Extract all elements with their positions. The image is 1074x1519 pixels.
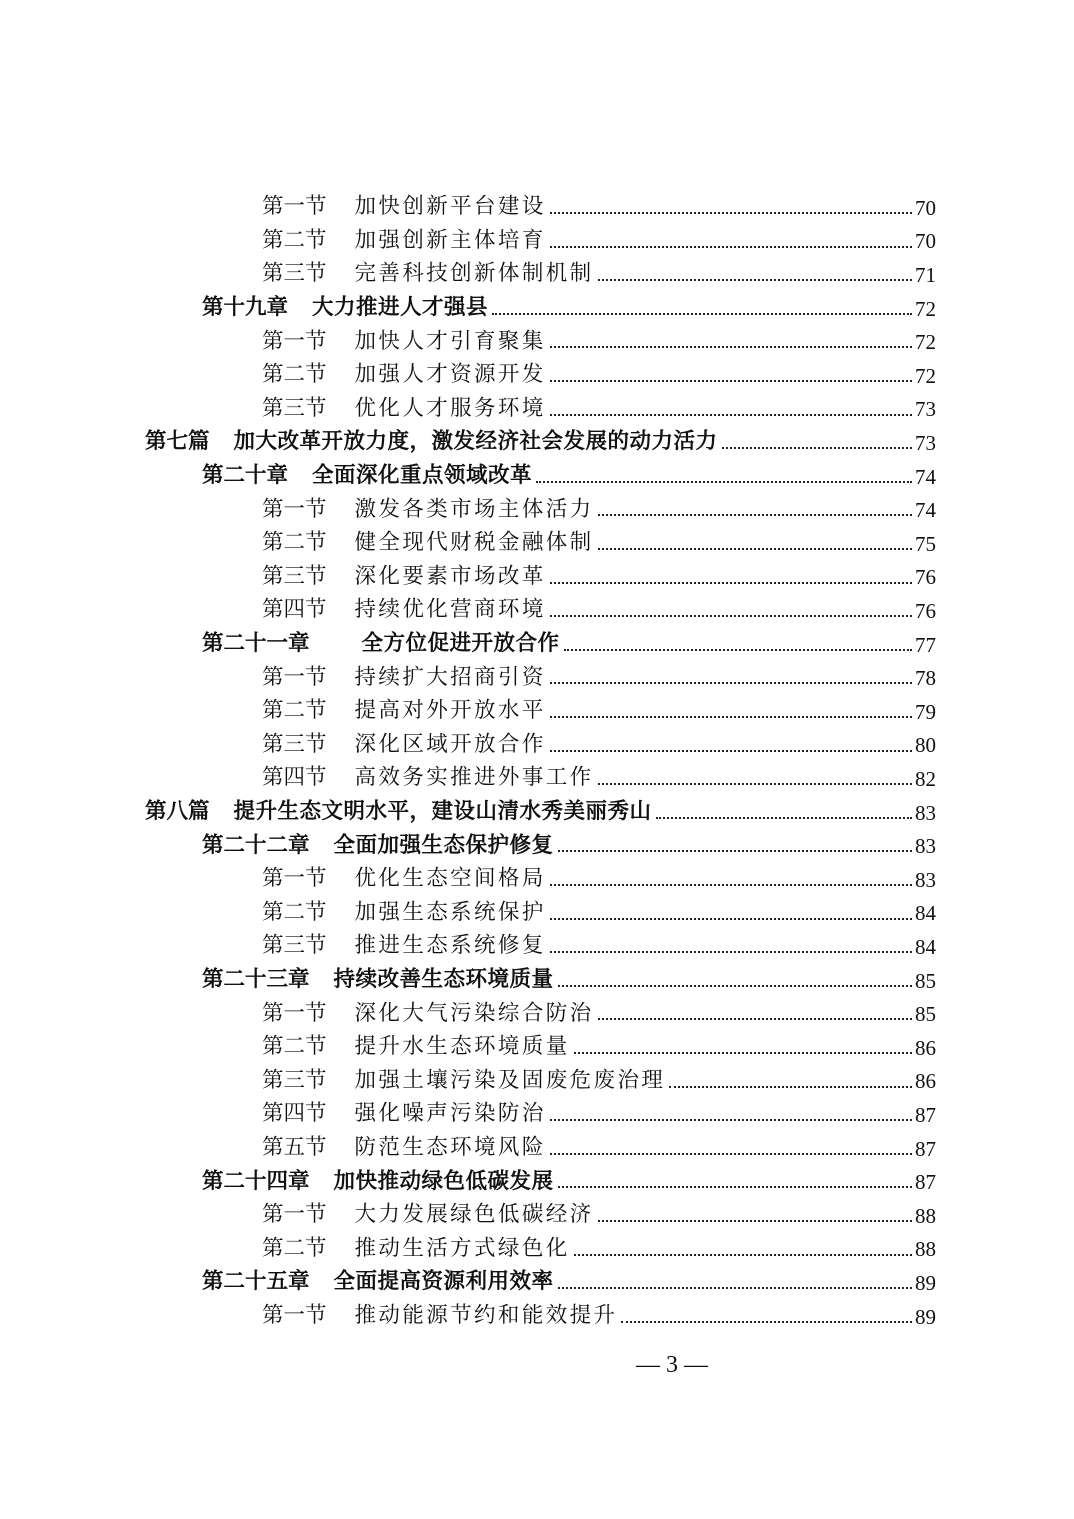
dot-leader <box>669 1086 912 1088</box>
toc-section-entry[interactable] <box>262 929 936 959</box>
toc-entry-number: 第三节 <box>262 933 327 959</box>
toc-chapter-entry[interactable] <box>202 1164 936 1194</box>
dot-leader <box>558 1186 912 1188</box>
toc-entry-title: 加强土壤污染及固废危废治理 <box>354 1067 666 1093</box>
toc-entry-number: 第三节 <box>262 731 327 757</box>
dot-leader <box>722 447 912 449</box>
toc-chapter-entry[interactable] <box>202 1265 936 1295</box>
toc-entry-title: 防范生态环境风险 <box>354 1135 546 1161</box>
page-number: — 3 — <box>636 1352 708 1378</box>
toc-entry-number: 第一节 <box>262 866 327 892</box>
toc-entry-page: 70 <box>915 195 936 220</box>
toc-entry-title: 持续改善生态环境质量 <box>333 967 554 993</box>
toc-chapter-entry[interactable] <box>202 459 936 489</box>
toc-section-entry[interactable] <box>262 761 936 791</box>
toc-section-entry[interactable] <box>262 1232 936 1262</box>
toc-entry-page: 82 <box>915 767 936 792</box>
dot-leader <box>550 380 912 382</box>
toc-entry-page: 78 <box>915 666 936 691</box>
toc-entry-number: 第四节 <box>262 765 327 791</box>
dot-leader <box>550 884 912 886</box>
toc-section-entry[interactable] <box>262 324 936 354</box>
toc-entry-title: 全面深化重点领域改革 <box>312 463 533 489</box>
toc-chapter-entry[interactable] <box>202 963 936 993</box>
dot-leader <box>550 1119 912 1121</box>
dot-leader <box>598 514 912 516</box>
toc-entry-title: 深化要素市场改革 <box>354 563 546 589</box>
toc-section-entry[interactable] <box>262 358 936 388</box>
dot-leader <box>574 1254 912 1256</box>
toc-entry-number: 第二节 <box>262 362 327 388</box>
toc-entry-title: 持续优化营商环境 <box>354 597 546 623</box>
toc-entry-page: 76 <box>915 565 936 590</box>
toc-entry-title: 持续扩大招商引资 <box>354 664 546 690</box>
dot-leader <box>598 783 912 785</box>
toc-section-entry[interactable] <box>262 593 936 623</box>
toc-entry-page: 86 <box>915 1069 936 1094</box>
toc-entry-page: 87 <box>915 1170 936 1195</box>
toc-entry-title: 加大改革开放力度，激发经济社会发展的动力活力 <box>233 429 718 455</box>
toc-entry-number: 第一节 <box>262 496 327 522</box>
toc-entry-page: 85 <box>915 968 936 993</box>
toc-entry-page: 73 <box>915 431 936 456</box>
toc-entry-page: 88 <box>915 1237 936 1262</box>
toc-chapter-entry[interactable] <box>202 291 936 321</box>
dot-leader <box>558 850 912 852</box>
toc-entry-title: 推动能源节约和能效提升 <box>354 1303 618 1329</box>
toc-section-entry[interactable] <box>262 728 936 758</box>
toc-section-entry[interactable] <box>262 257 936 287</box>
toc-entry-page: 84 <box>915 935 936 960</box>
toc-entry-number: 第二节 <box>262 530 327 556</box>
toc-entry-page: 72 <box>915 296 936 321</box>
dot-leader <box>550 1153 912 1155</box>
toc-entry-title: 加快推动绿色低碳发展 <box>333 1168 554 1194</box>
toc-entry-number: 第二节 <box>262 1034 327 1060</box>
dot-leader <box>550 951 912 953</box>
toc-entry-title: 深化区域开放合作 <box>354 731 546 757</box>
toc-part-entry[interactable] <box>145 795 936 825</box>
toc-entry-number: 第二十四章 <box>202 1168 310 1194</box>
dot-leader <box>621 1321 912 1323</box>
dot-leader <box>598 1220 912 1222</box>
toc-entry-number: 第二节 <box>262 227 327 253</box>
toc-entry-title: 推进生态系统修复 <box>354 933 546 959</box>
toc-entry-number: 第一节 <box>262 194 327 220</box>
toc-entry-title: 加快人才引育聚集 <box>354 328 546 354</box>
toc-entry-title: 大力推进人才强县 <box>312 295 489 321</box>
toc-chapter-entry[interactable] <box>202 828 936 858</box>
dot-leader <box>550 750 912 752</box>
toc-part-entry[interactable] <box>145 425 936 455</box>
dot-leader <box>550 212 912 214</box>
toc-section-entry[interactable] <box>262 526 936 556</box>
dot-leader <box>558 985 912 987</box>
toc-entry-number: 第四节 <box>262 1101 327 1127</box>
toc-entry-page: 72 <box>915 363 936 388</box>
toc-entry-page: 83 <box>915 867 936 892</box>
toc-entry-page: 75 <box>915 531 936 556</box>
toc-entry-number: 第三节 <box>262 563 327 589</box>
toc-section-entry[interactable] <box>262 896 936 926</box>
toc-entry-number: 第一节 <box>262 664 327 690</box>
toc-entry-title: 加强创新主体培育 <box>354 227 546 253</box>
toc-section-entry[interactable] <box>262 1131 936 1161</box>
toc-entry-title: 完善科技创新体制机制 <box>354 261 594 287</box>
toc-entry-title: 加强生态系统保护 <box>354 899 546 925</box>
toc-entry-number: 第三节 <box>262 261 327 287</box>
toc-entry-page: 73 <box>915 397 936 422</box>
dot-leader <box>564 649 912 651</box>
toc-section-entry[interactable] <box>262 1299 936 1329</box>
toc-entry-number: 第二节 <box>262 1235 327 1261</box>
toc-entry-title: 强化噪声污染防治 <box>354 1101 546 1127</box>
toc-entry-page: 89 <box>915 1304 936 1329</box>
toc-entry-number: 第二十五章 <box>202 1269 310 1295</box>
dot-leader <box>550 716 912 718</box>
toc-entry-title: 加强人才资源开发 <box>354 362 546 388</box>
toc-entry-title: 提升水生态环境质量 <box>354 1034 570 1060</box>
toc-section-entry[interactable] <box>262 190 936 220</box>
dot-leader <box>550 582 912 584</box>
dot-leader <box>550 615 912 617</box>
toc-entry-number: 第八篇 <box>145 799 210 825</box>
toc-section-entry[interactable] <box>262 862 936 892</box>
toc-section-entry[interactable] <box>262 224 936 254</box>
toc-entry-title: 加快创新平台建设 <box>354 194 546 220</box>
toc-entry-number: 第二十一章 <box>202 631 310 657</box>
toc-entry-title: 全面提高资源利用效率 <box>333 1269 554 1295</box>
toc-entry-page: 74 <box>915 464 936 489</box>
toc-entry-page: 80 <box>915 733 936 758</box>
toc-section-entry[interactable] <box>262 392 936 422</box>
toc-entry-page: 86 <box>915 1035 936 1060</box>
toc-entry-number: 第三节 <box>262 395 327 421</box>
toc-chapter-entry[interactable] <box>202 627 936 657</box>
toc-entry-page: 84 <box>915 901 936 926</box>
dot-leader <box>598 548 912 550</box>
toc-section-entry[interactable] <box>262 492 936 522</box>
toc-entry-number: 第一节 <box>262 1303 327 1329</box>
toc-entry-title: 高效务实推进外事工作 <box>354 765 594 791</box>
dot-leader <box>550 246 912 248</box>
toc-entry-page: 71 <box>915 263 936 288</box>
toc-entry-page: 74 <box>915 498 936 523</box>
toc-entry-page: 85 <box>915 1002 936 1027</box>
dot-leader <box>492 313 912 315</box>
toc-section-entry[interactable] <box>262 694 936 724</box>
toc-entry-page: 89 <box>915 1271 936 1296</box>
toc-entry-title: 推动生活方式绿色化 <box>354 1235 570 1261</box>
toc-entry-page: 77 <box>915 632 936 657</box>
dot-leader <box>598 1018 912 1020</box>
toc-entry-title: 提升生态文明水平，建设山清水秀美丽秀山 <box>233 799 652 825</box>
toc-entry-number: 第二十三章 <box>202 967 310 993</box>
toc-entry-title: 全面加强生态保护修复 <box>333 832 554 858</box>
toc-entry-page: 87 <box>915 1103 936 1128</box>
toc-entry-number: 第五节 <box>262 1135 327 1161</box>
toc-section-entry[interactable] <box>262 560 936 590</box>
toc-entry-page: 76 <box>915 599 936 624</box>
dot-leader <box>558 1287 912 1289</box>
toc-entry-title: 提高对外开放水平 <box>354 698 546 724</box>
dot-leader <box>550 346 912 348</box>
toc-section-entry[interactable] <box>262 996 936 1026</box>
toc-entry-title: 优化人才服务环境 <box>354 395 546 421</box>
toc-entry-page: 88 <box>915 1203 936 1228</box>
dot-leader <box>550 918 912 920</box>
toc-section-entry[interactable] <box>262 1064 936 1094</box>
toc-entry-number: 第一节 <box>262 1000 327 1026</box>
toc-entry-title: 激发各类市场主体活力 <box>354 496 594 522</box>
toc-entry-page: 83 <box>915 834 936 859</box>
toc-entry-title: 优化生态空间格局 <box>354 866 546 892</box>
dot-leader <box>598 279 912 281</box>
dot-leader <box>536 481 912 483</box>
dot-leader <box>550 414 912 416</box>
dot-leader <box>550 682 912 684</box>
toc-entry-number: 第四节 <box>262 597 327 623</box>
toc-entry-title: 大力发展绿色低碳经济 <box>354 1202 594 1228</box>
toc-entry-number: 第二节 <box>262 698 327 724</box>
toc-section-entry[interactable] <box>262 1198 936 1228</box>
toc-entry-page: 70 <box>915 229 936 254</box>
toc-entry-number: 第十九章 <box>202 295 289 321</box>
toc-section-entry[interactable] <box>262 660 936 690</box>
dot-leader <box>656 817 912 819</box>
toc-entry-title: 健全现代财税金融体制 <box>354 530 594 556</box>
toc-entry-page: 83 <box>915 800 936 825</box>
dot-leader <box>574 1052 912 1054</box>
toc-entry-page: 79 <box>915 699 936 724</box>
toc-entry-number: 第三节 <box>262 1067 327 1093</box>
toc-entry-number: 第一节 <box>262 328 327 354</box>
toc-entry-title: 深化大气污染综合防治 <box>354 1000 594 1026</box>
toc-section-entry[interactable] <box>262 1097 936 1127</box>
toc-entry-number: 第一节 <box>262 1202 327 1228</box>
toc-entry-number: 第七篇 <box>145 429 210 455</box>
toc-section-entry[interactable] <box>262 1030 936 1060</box>
toc-entry-page: 72 <box>915 330 936 355</box>
toc-entry-number: 第二十章 <box>202 463 289 489</box>
toc-entry-page: 87 <box>915 1136 936 1161</box>
toc-entry-number: 第二节 <box>262 899 327 925</box>
toc-entry-number: 第二十二章 <box>202 832 310 858</box>
toc-entry-title: 全方位促进开放合作 <box>361 631 560 657</box>
